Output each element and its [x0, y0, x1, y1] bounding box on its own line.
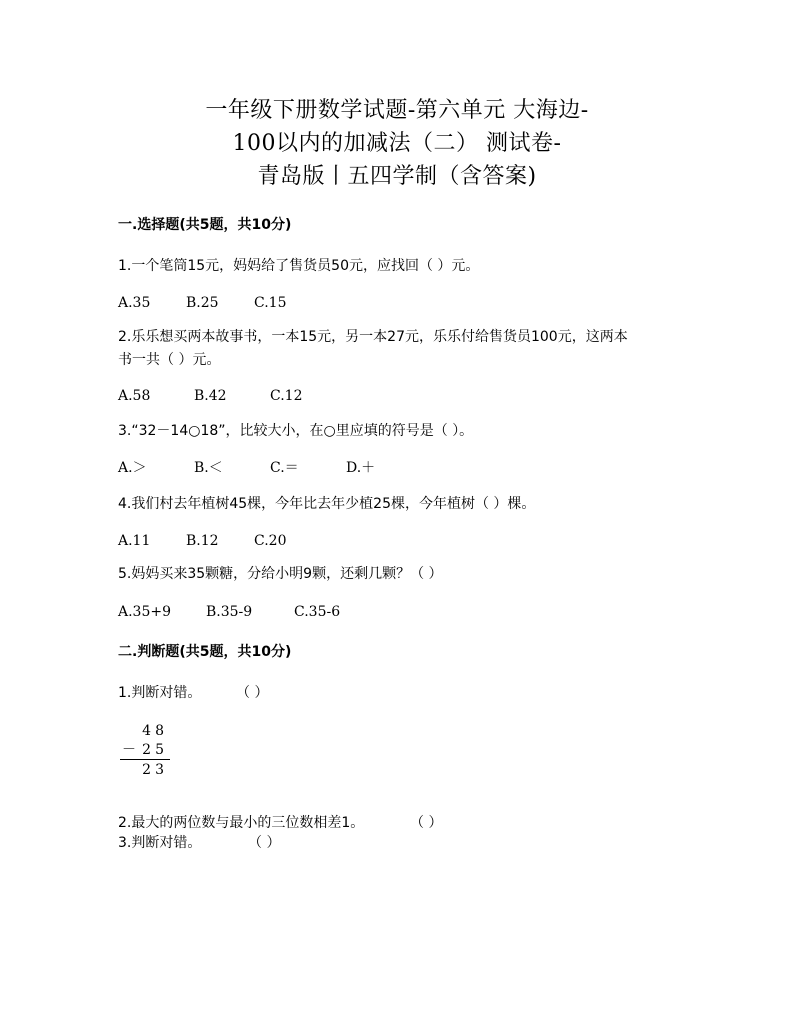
option-b: B.25: [186, 295, 219, 311]
subtrahend: 25: [142, 742, 168, 758]
title-line-3: 青岛版丨五四学制（含答案): [257, 164, 537, 189]
judgment-3-text: [118, 833, 281, 853]
vertical-subtraction: [118, 720, 178, 782]
minus-sign: －: [122, 742, 136, 758]
option-b: B.42: [194, 388, 227, 404]
option-a: A.35: [118, 295, 151, 311]
question-5-text: 5.妈妈买来35颗糖，分给小明9颗，还剩几颗？（ ）: [118, 566, 443, 582]
option-d: D.＋: [346, 460, 376, 476]
question-3-text: 3.“32－14○18”，比较大小，在○里应填的符号是（ ）。: [118, 423, 474, 439]
option-b: B.35-9: [206, 604, 253, 620]
question-2-text-line-2: 书一共（ ）元。: [118, 352, 221, 368]
option-c: C.＝: [270, 460, 299, 476]
question-2-text-line-1: 2.乐乐想买两本故事书，一本15元，另一本27元，乐乐付给售货员100元，这两本: [118, 329, 628, 345]
minuend: 48: [142, 723, 168, 739]
judgment-2-label: 2.最大的两位数与最小的三位数相差1。: [118, 815, 365, 831]
title-line-1: 一年级下册数学试题-第六单元 大海边-: [205, 98, 589, 123]
question-4-text: 4.我们村去年植树45棵，今年比去年少植25棵，今年植树（ ）棵。: [118, 496, 536, 512]
option-c: C.35-6: [294, 604, 341, 620]
option-c: C.20: [254, 533, 287, 549]
difference: 23: [142, 762, 168, 778]
section-heading-judgment: 二.判断题(共5题，共10分): [118, 644, 292, 660]
judgment-2-text: [118, 813, 443, 833]
option-c: C.12: [270, 388, 303, 404]
question-1-text: 1.一个笔筒15元，妈妈给了售货员50元，应找回（ ）元。: [118, 258, 480, 274]
judgment-3-label: 3.判断对错。: [118, 835, 202, 851]
calc-rule: [120, 759, 170, 760]
section-heading-choice: 一.选择题(共5题，共10分): [118, 217, 292, 233]
judgment-1-label: 1.判断对错。: [118, 685, 202, 701]
option-a: A.35+9: [118, 604, 172, 620]
option-b: B.＜: [194, 460, 223, 476]
answer-blank: （ ）: [248, 835, 281, 851]
answer-blank: （ ）: [236, 685, 269, 701]
answer-blank: （ ）: [410, 815, 443, 831]
title-line-2: 100以内的加减法（二） 测试卷-: [232, 131, 562, 156]
option-a: A.＞: [118, 460, 147, 476]
option-a: A.11: [118, 533, 151, 549]
option-a: A.58: [118, 388, 151, 404]
option-c: C.15: [254, 295, 287, 311]
option-b: B.12: [186, 533, 219, 549]
judgment-1-text: [118, 683, 269, 703]
